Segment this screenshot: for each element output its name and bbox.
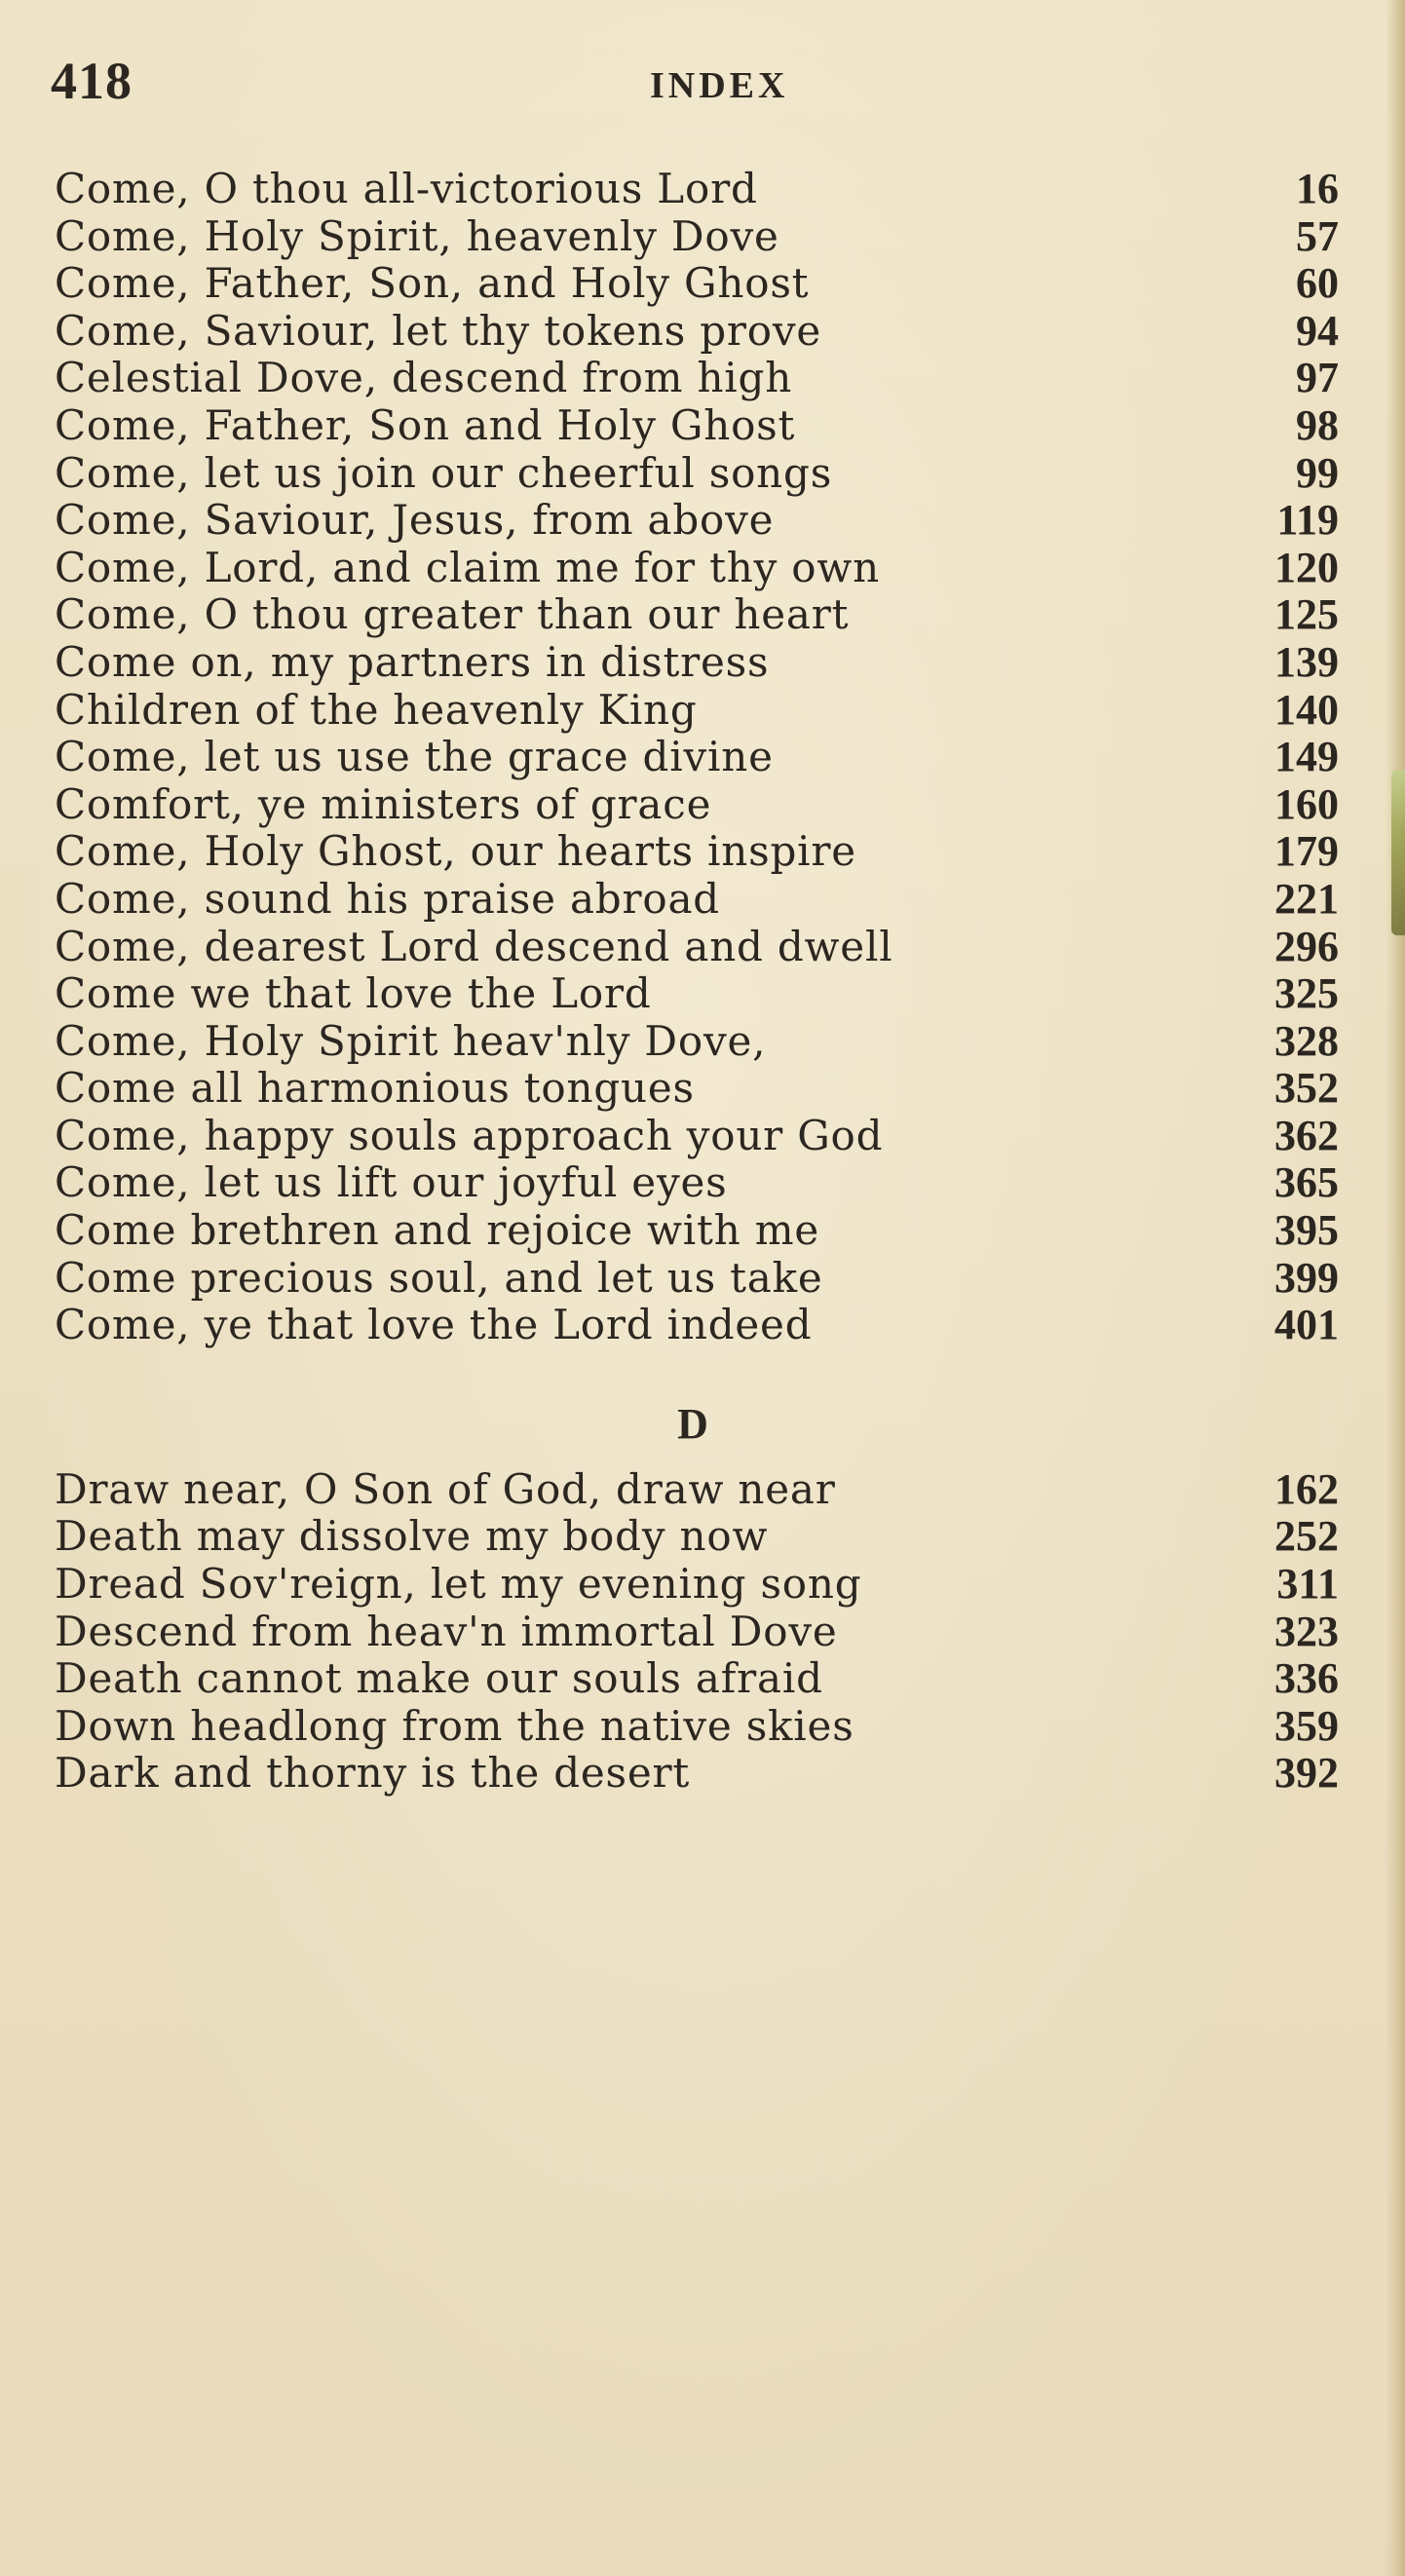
entry-first-line: Dark and thorny is the desert [55, 1749, 691, 1798]
entry-first-line: Death may dissolve my body now [55, 1512, 769, 1561]
index-entry [55, 924, 1360, 971]
entry-hymn-number: 328 [1274, 1016, 1339, 1065]
entry-hymn-number: 120 [1274, 543, 1339, 591]
page-edge-stain [1391, 770, 1405, 935]
index-entry [55, 828, 1360, 876]
entry-hymn-number: 57 [1296, 211, 1339, 260]
index-entry [55, 781, 1360, 829]
index-entry [55, 1207, 1360, 1255]
index-entry [55, 308, 1360, 356]
entry-first-line: Celestial Dove, descend from high [55, 354, 793, 402]
entry-first-line: Come, Saviour, let thy tokens prove [55, 306, 822, 355]
index-entry [55, 1561, 1360, 1609]
entry-first-line: Come, Holy Spirit, heavenly Dove [55, 211, 779, 260]
entry-hymn-number: 139 [1274, 637, 1339, 686]
index-entry [55, 166, 1360, 213]
running-head: INDEX [650, 65, 789, 106]
entry-hymn-number: 160 [1274, 779, 1339, 828]
entry-first-line: Come brethren and rejoice with me [55, 1206, 820, 1255]
index-entry [55, 876, 1360, 924]
index-entry [55, 1750, 1360, 1798]
index-entry [55, 1655, 1360, 1703]
entry-hymn-number: 149 [1274, 733, 1339, 781]
entry-hymn-number: 325 [1274, 969, 1339, 1018]
index-entry [55, 260, 1360, 308]
entry-first-line: Come, Saviour, Jesus, from above [55, 496, 775, 545]
entry-hymn-number: 252 [1274, 1512, 1339, 1561]
index-entry [55, 1255, 1360, 1303]
index-entry [55, 450, 1360, 498]
entry-hymn-number: 162 [1274, 1464, 1339, 1513]
entry-hymn-number: 125 [1274, 590, 1339, 639]
entry-hymn-number: 16 [1296, 165, 1339, 212]
index-entry [55, 1513, 1360, 1561]
entry-first-line: Come, dearest Lord descend and dwell [55, 922, 893, 970]
entry-first-line: Come, let us use the grace divine [55, 733, 774, 781]
entry-first-line: Come, Father, Son, and Holy Ghost [55, 259, 810, 308]
entry-first-line: Come on, my partners in distress [55, 637, 770, 686]
entry-hymn-number: 365 [1274, 1158, 1339, 1207]
index-entry [55, 545, 1360, 592]
entry-first-line: Come, Holy Ghost, our hearts inspire [55, 827, 856, 876]
entry-hymn-number: 362 [1274, 1111, 1339, 1159]
index-entry [55, 734, 1360, 781]
index-entry [55, 1113, 1360, 1160]
entry-hymn-number: 296 [1274, 922, 1339, 970]
entry-first-line: Come, Holy Spirit heav'nly Dove, [55, 1016, 767, 1065]
entry-first-line: Come all harmonious tongues [55, 1064, 695, 1113]
entry-hymn-number: 392 [1274, 1749, 1339, 1798]
index-entry [55, 1609, 1360, 1656]
index-entry [55, 1703, 1360, 1751]
entry-hymn-number: 359 [1274, 1701, 1339, 1750]
entry-first-line: Come, ye that love the Lord indeed [55, 1301, 813, 1349]
index-entry [55, 1065, 1360, 1113]
entry-first-line: Come, Lord, and claim me for thy own [55, 543, 880, 591]
entry-first-line: Come, Father, Son and Holy Ghost [55, 400, 796, 449]
entry-first-line: Come we that love the Lord [55, 969, 652, 1018]
entry-hymn-number: 395 [1274, 1206, 1339, 1255]
index-entry [55, 970, 1360, 1018]
index-entry [55, 1018, 1360, 1066]
entry-first-line: Draw near, O Son of God, draw near [55, 1464, 836, 1513]
entry-first-line: Come, let us lift our joyful eyes [55, 1158, 728, 1207]
entry-first-line: Come, let us join our cheerful songs [55, 448, 833, 497]
entry-hymn-number: 179 [1274, 827, 1339, 876]
entry-hymn-number: 98 [1296, 400, 1339, 449]
entry-first-line: Come, O thou greater than our heart [55, 590, 850, 639]
entry-first-line: Dread Sov'reign, let my evening song [55, 1560, 862, 1609]
entry-first-line: Come, happy souls approach your God [55, 1111, 884, 1159]
entry-hymn-number: 60 [1296, 259, 1339, 308]
entry-hymn-number: 399 [1274, 1253, 1339, 1302]
entry-first-line: Down headlong from the native skies [55, 1701, 854, 1750]
index-entry [55, 402, 1360, 450]
entry-hymn-number: 401 [1274, 1301, 1339, 1349]
entry-first-line: Children of the heavenly King [55, 685, 698, 734]
index-entry [55, 213, 1360, 261]
index-entry [55, 497, 1360, 545]
entry-first-line: Come, O thou all-victorious Lord [55, 165, 758, 212]
index-entry [55, 687, 1360, 735]
index-entry [55, 1302, 1360, 1349]
entry-hymn-number: 221 [1274, 874, 1339, 923]
entry-hymn-number: 336 [1274, 1654, 1339, 1703]
entry-first-line: Death cannot make our souls afraid [55, 1654, 823, 1703]
entry-hymn-number: 99 [1296, 448, 1339, 497]
entry-hymn-number: 97 [1296, 354, 1339, 402]
entry-first-line: Come precious soul, and let us take [55, 1253, 823, 1302]
entry-hymn-number: 352 [1274, 1064, 1339, 1113]
index-entry [55, 591, 1360, 639]
entry-hymn-number: 311 [1276, 1560, 1339, 1609]
index-entry [55, 639, 1360, 687]
index-entry [55, 1159, 1360, 1207]
index-entry [55, 355, 1360, 402]
entry-hymn-number: 94 [1296, 306, 1339, 355]
index-entries [55, 166, 1360, 1798]
entry-first-line: Comfort, ye ministers of grace [55, 779, 712, 828]
entry-hymn-number: 119 [1276, 496, 1339, 545]
entry-first-line: Come, sound his praise abroad [55, 874, 720, 923]
page-header [51, 51, 1347, 109]
section-letter-d: D [677, 1399, 708, 1448]
entry-hymn-number: 140 [1274, 685, 1339, 734]
entry-first-line: Descend from heav'n immortal Dove [55, 1607, 838, 1655]
entry-hymn-number: 323 [1274, 1607, 1339, 1655]
page-edge [1386, 0, 1405, 2576]
page-number: 418 [51, 52, 133, 110]
index-entry [55, 1466, 1360, 1514]
